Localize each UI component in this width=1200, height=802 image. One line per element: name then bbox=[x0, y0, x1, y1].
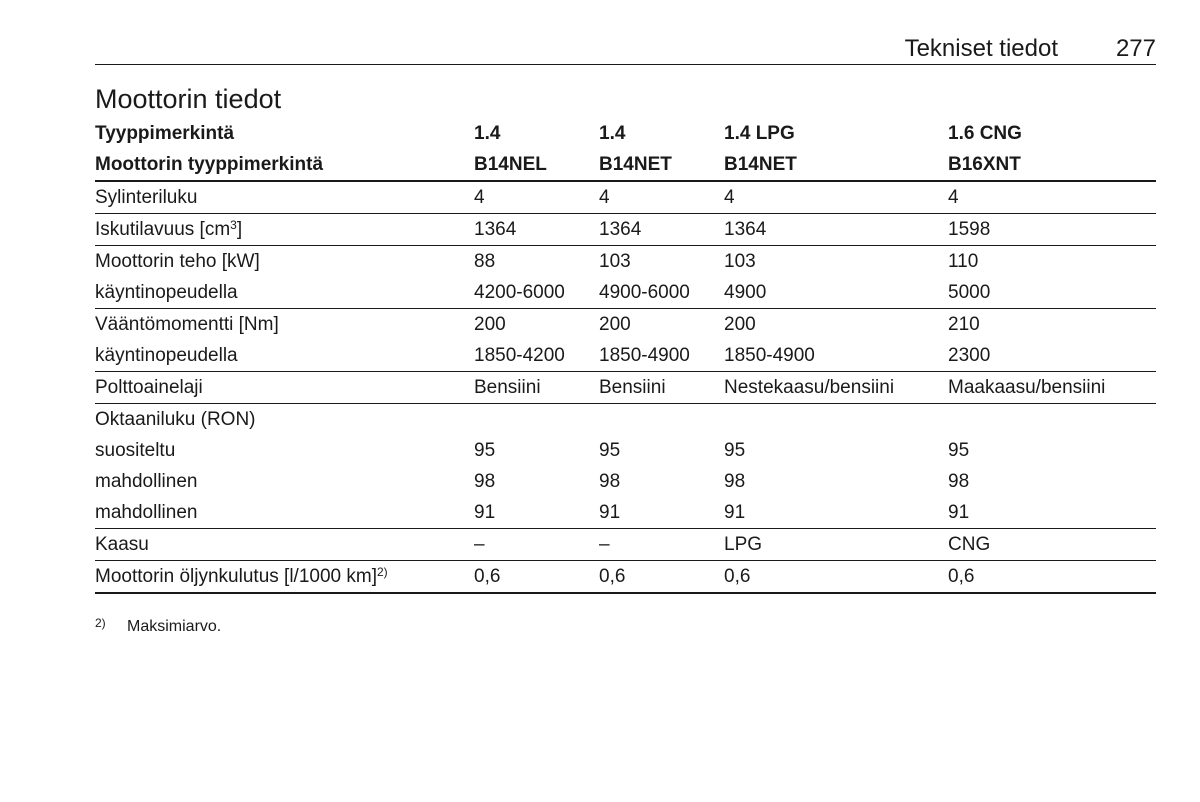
table-cell: 1364 bbox=[599, 214, 724, 246]
table-cell: 0,6 bbox=[474, 561, 599, 594]
table-cell: 1850-4900 bbox=[599, 345, 690, 366]
table-cell: 95 bbox=[724, 440, 746, 461]
table-row bbox=[95, 435, 1156, 466]
table-cell: 1850-4900 bbox=[724, 345, 815, 366]
table-header-row-engine bbox=[95, 149, 1156, 181]
row-label: Oktaaniluku (RON) bbox=[95, 404, 474, 436]
table-cell: LPG bbox=[724, 529, 948, 561]
table-cell: Bensiini bbox=[599, 372, 724, 404]
footnote-text: Maksimiarvo. bbox=[127, 618, 222, 635]
table-cell: 4200-6000 bbox=[474, 282, 565, 303]
row-label: Polttoainelaji bbox=[95, 372, 474, 404]
column-engine-code: B14NEL bbox=[474, 149, 599, 181]
table-cell: 91 bbox=[599, 502, 621, 523]
table-cell: 95 bbox=[948, 440, 970, 461]
table-cell: 2300 bbox=[948, 345, 991, 366]
table-cell: 98 bbox=[724, 471, 746, 492]
table-header-row-type bbox=[95, 118, 1156, 149]
footnote-reference: 2) bbox=[376, 565, 388, 579]
row-label: Iskutilavuus $[cm^3]$ bbox=[95, 214, 474, 246]
table-cell: 98 bbox=[474, 471, 496, 492]
superscript: 3 bbox=[230, 218, 237, 232]
row-label: Sylinteriluku bbox=[95, 187, 198, 208]
table-cell: 0,6 bbox=[724, 561, 948, 594]
table-cell: 91 bbox=[474, 502, 496, 523]
page-title: Moottorin tiedot bbox=[95, 84, 282, 114]
table-row bbox=[95, 466, 1156, 497]
table-cell: 210 bbox=[948, 309, 1156, 341]
table-cell: 4900 bbox=[724, 282, 767, 303]
table-cell: 110 bbox=[948, 246, 1156, 278]
table-cell: 88 bbox=[474, 246, 599, 278]
table-cell: 200 bbox=[474, 309, 599, 341]
footnote-mark: 2) bbox=[95, 616, 106, 630]
column-engine-code: B14NET bbox=[724, 149, 948, 181]
table-cell: – bbox=[474, 529, 599, 561]
row-label: suositeltu bbox=[95, 440, 176, 461]
table-cell bbox=[599, 404, 724, 436]
table-cell: 1598 bbox=[948, 214, 1156, 246]
table-cell: 0,6 bbox=[599, 561, 724, 594]
table-row bbox=[95, 277, 1156, 309]
table-row bbox=[95, 309, 1156, 341]
table-cell: 200 bbox=[724, 309, 948, 341]
table-cell: Nestekaasu/bensiini bbox=[724, 372, 948, 404]
row-label: Moottorin öljynkulutus [l/1000 km]$^{2)}$ bbox=[95, 561, 474, 594]
row-label: Moottorin teho [kW] bbox=[95, 246, 474, 278]
table-cell: CNG bbox=[948, 529, 1156, 561]
row-label: käyntinopeudella bbox=[95, 282, 238, 303]
table-row bbox=[95, 181, 1156, 214]
table-cell: 98 bbox=[599, 471, 621, 492]
page-header bbox=[95, 34, 1156, 65]
table-cell: 103 bbox=[599, 246, 724, 278]
table-cell: 4 bbox=[599, 187, 610, 208]
table-cell: 0,6 bbox=[948, 561, 1156, 594]
column-type: 1.6 CNG bbox=[948, 123, 1022, 144]
header-label-type: Tyyppimerkintä bbox=[95, 123, 235, 144]
table-row bbox=[95, 529, 1156, 561]
table-cell: 4 bbox=[474, 187, 485, 208]
table-row bbox=[95, 214, 1156, 246]
header-label-engine: Moottorin tyyppimerkintä bbox=[95, 149, 474, 181]
table-cell: 91 bbox=[724, 502, 746, 523]
column-engine-code: B16XNT bbox=[948, 149, 1156, 181]
table-cell: 4 bbox=[948, 187, 959, 208]
table-cell: 103 bbox=[724, 246, 948, 278]
table-row bbox=[95, 372, 1156, 404]
table-cell: – bbox=[599, 529, 724, 561]
table-cell: 5000 bbox=[948, 282, 991, 303]
page-number: 277 bbox=[1115, 35, 1156, 62]
table-row bbox=[95, 246, 1156, 278]
column-type: 1.4 bbox=[474, 123, 501, 144]
section-title: Tekniset tiedot bbox=[904, 35, 1058, 62]
table-cell bbox=[474, 404, 599, 436]
row-label: Vääntömomentti [Nm] bbox=[95, 309, 474, 341]
table-cell: 98 bbox=[948, 471, 970, 492]
table-cell: 91 bbox=[948, 502, 970, 523]
table-cell: 1850-4200 bbox=[474, 345, 565, 366]
table-cell: 200 bbox=[599, 309, 724, 341]
column-engine-code: B14NET bbox=[599, 149, 724, 181]
table-cell: 4900-6000 bbox=[599, 282, 690, 303]
table-cell: 95 bbox=[474, 440, 496, 461]
column-type: 1.4 bbox=[599, 123, 626, 144]
table-row bbox=[95, 561, 1156, 594]
column-type: 1.4 LPG bbox=[724, 123, 795, 144]
table-cell bbox=[724, 404, 948, 436]
table-cell: 95 bbox=[599, 440, 621, 461]
row-label: mahdollinen bbox=[95, 471, 198, 492]
row-label: käyntinopeudella bbox=[95, 345, 238, 366]
table-cell: Bensiini bbox=[474, 372, 599, 404]
table-row bbox=[95, 340, 1156, 372]
row-label: mahdollinen bbox=[95, 502, 198, 523]
engine-spec-table bbox=[95, 118, 1156, 594]
table-cell: Maakaasu/bensiini bbox=[948, 372, 1156, 404]
footnote bbox=[95, 612, 221, 638]
table-row bbox=[95, 497, 1156, 529]
table-cell: 4 bbox=[724, 187, 735, 208]
table-cell: 1364 bbox=[474, 214, 599, 246]
table-row bbox=[95, 404, 1156, 436]
table-cell: 1364 bbox=[724, 214, 948, 246]
table-cell bbox=[948, 404, 1156, 436]
row-label: Kaasu bbox=[95, 529, 474, 561]
